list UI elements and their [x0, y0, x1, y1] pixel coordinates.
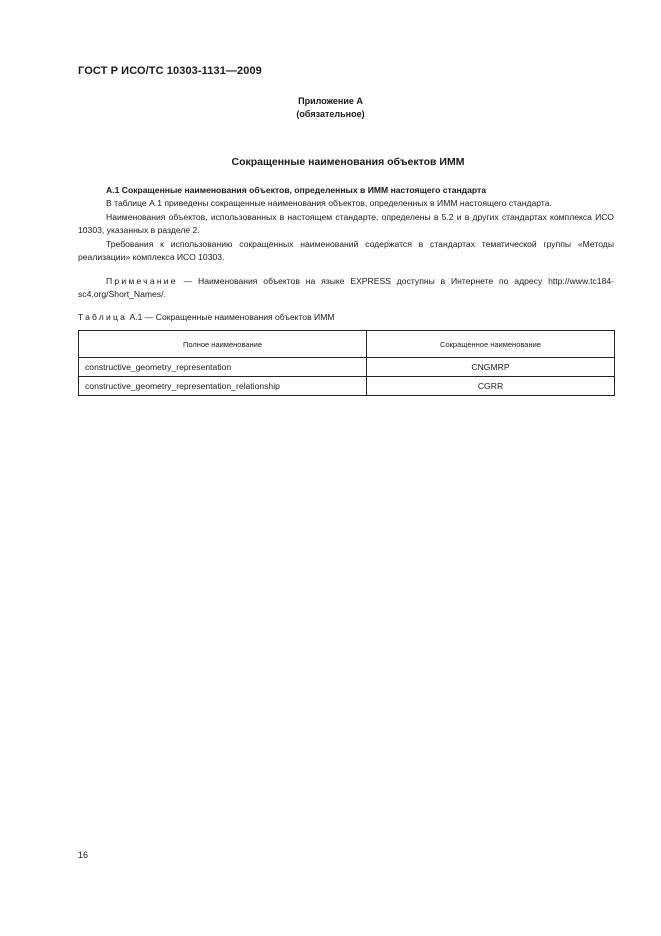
note-paragraph: [78, 275, 614, 302]
full-name-cell: constructive_geometry_representation: [79, 358, 367, 377]
table-row: [79, 358, 615, 377]
subsection-heading: А.1 Сокращенные наименования объектов, определенных в ИММ настоящего стандарта: [106, 185, 487, 195]
note-text: — Наименования объектов на языке EXPRESS доступны в Интернете по адресу http://www.tc184-sc4.org/Short_Names/.: [78, 276, 614, 300]
annex-title: Приложение А: [298, 96, 363, 106]
table-header-row: [79, 331, 615, 358]
note-label: Примечание: [106, 276, 178, 286]
table-caption: [78, 312, 335, 322]
table-caption-text: А.1 — Сокращенные наименования объектов ИММ: [127, 312, 335, 322]
annex-status: (обязательное): [296, 109, 365, 119]
table-caption-label: Таблица: [78, 312, 128, 322]
short-name-cell: CNGMRP: [367, 358, 615, 377]
standard-id-header: ГОСТ Р ИСО/ТС 10303-1131—2009: [78, 65, 262, 77]
section-title: Сокращенные наименования объектов ИММ: [231, 156, 465, 168]
column-header-short-name: Сокращенное наименование: [367, 331, 615, 358]
column-header-full-name: Полное наименование: [79, 331, 367, 358]
paragraph: В таблице А.1 приведены сокращенные наименования объектов, определенных в ИММ настоящего стандарта.: [106, 198, 552, 209]
full-name-cell: constructive_geometry_representation_relationship: [79, 377, 367, 396]
page-number: 16: [78, 850, 89, 860]
note: [78, 275, 614, 302]
paragraph: Требования к использованию сокращенных наименований содержатся в стандартах тематической группы «Методы реализации» комплекса ИСО 10303.: [78, 238, 614, 263]
subsection-a1: [78, 184, 614, 264]
table-row: [79, 377, 615, 396]
paragraph: Наименования объектов, использованных в настоящем стандарте, определены в 5.2 и в других стандартах комплекса ИСО 10303, указанных в разделе 2.: [78, 211, 614, 236]
short-name-cell: CGRR: [367, 377, 615, 396]
abbreviations-table: [78, 330, 615, 396]
